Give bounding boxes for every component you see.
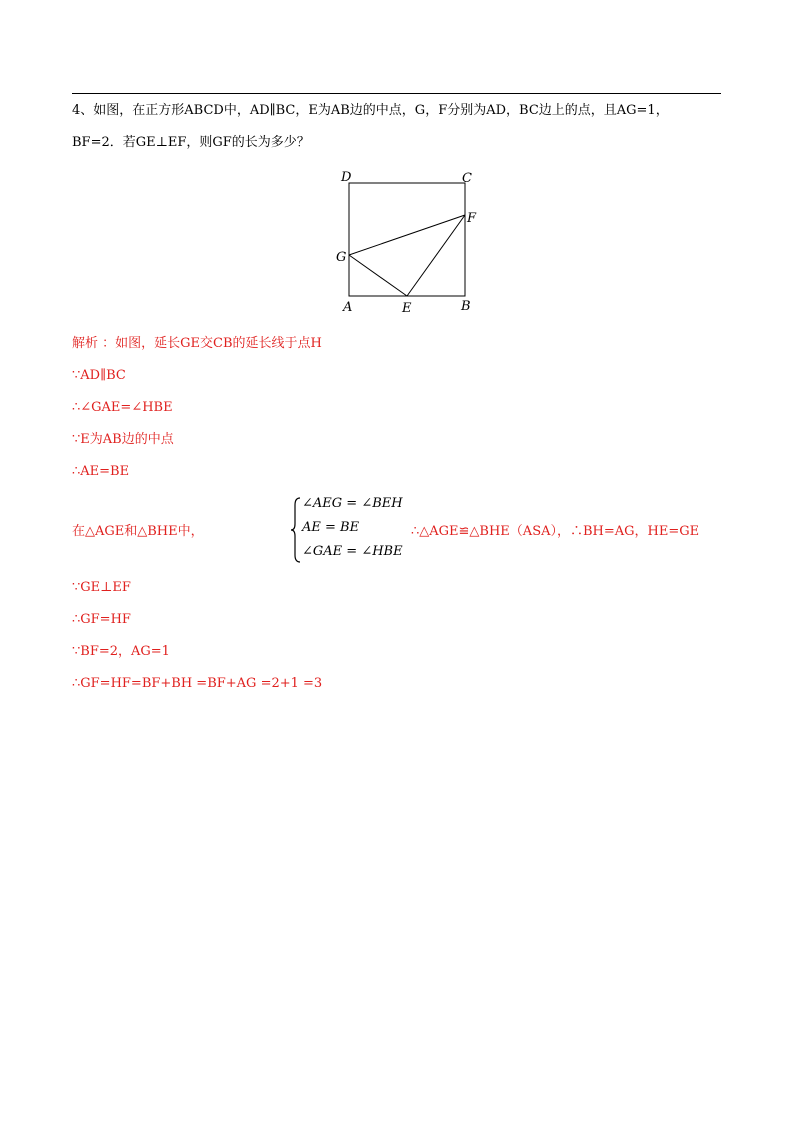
question-line-2: BF=2．若GE⊥EF，则GF的长为多少？ [72,135,310,150]
label-f: F [467,211,477,226]
system-equation-2: AE = BE [302,520,360,535]
solution-line-3: ∴∠GAE=∠HBE [72,400,173,415]
header-rule [72,93,721,94]
label-e: E [402,301,412,316]
solution-line-7: ∴GF=HF [72,612,131,627]
label-b: B [461,299,471,314]
segment-ge [349,255,407,296]
system-conclusion: ∴△AGE≌△BHE（ASA），∴BH=AG，HE=GE [411,524,700,539]
solution-line-8: ∵BF=2，AG=1 [72,644,170,659]
solution-line-6: ∵GE⊥EF [72,580,131,595]
label-c: C [462,171,472,186]
system-intro: 在△AGE和△BHE中， [72,524,204,539]
label-g: G [336,250,347,265]
system-equation-3: ∠GAE = ∠HBE [302,544,403,559]
segment-ef [407,215,465,296]
solution-line-4: ∵E为AB边的中点 [72,432,174,447]
solution-line-5: ∴AE=BE [72,464,130,479]
system-equation-1: ∠AEG = ∠BEH [302,496,403,511]
square-figure [325,166,485,316]
label-a: A [343,300,353,315]
question-line-1: 4、如图，在正方形ABCD中，AD∥BC，E为AB边的中点，G，F分别为AD，BC边上的点，且AG=1， [72,103,669,118]
solution-line-1: 解析 ：如图，延长GE交CB的延长线于点H [72,336,322,351]
left-brace-icon [290,497,302,563]
solution-line-9: ∴GF=HF=BF+BH =BF+AG =2+1 =3 [72,676,323,691]
solution-line-2: ∵AD∥BC [72,368,126,383]
segment-gf [349,215,465,255]
label-d: D [341,170,352,185]
congruence-system [72,495,752,565]
